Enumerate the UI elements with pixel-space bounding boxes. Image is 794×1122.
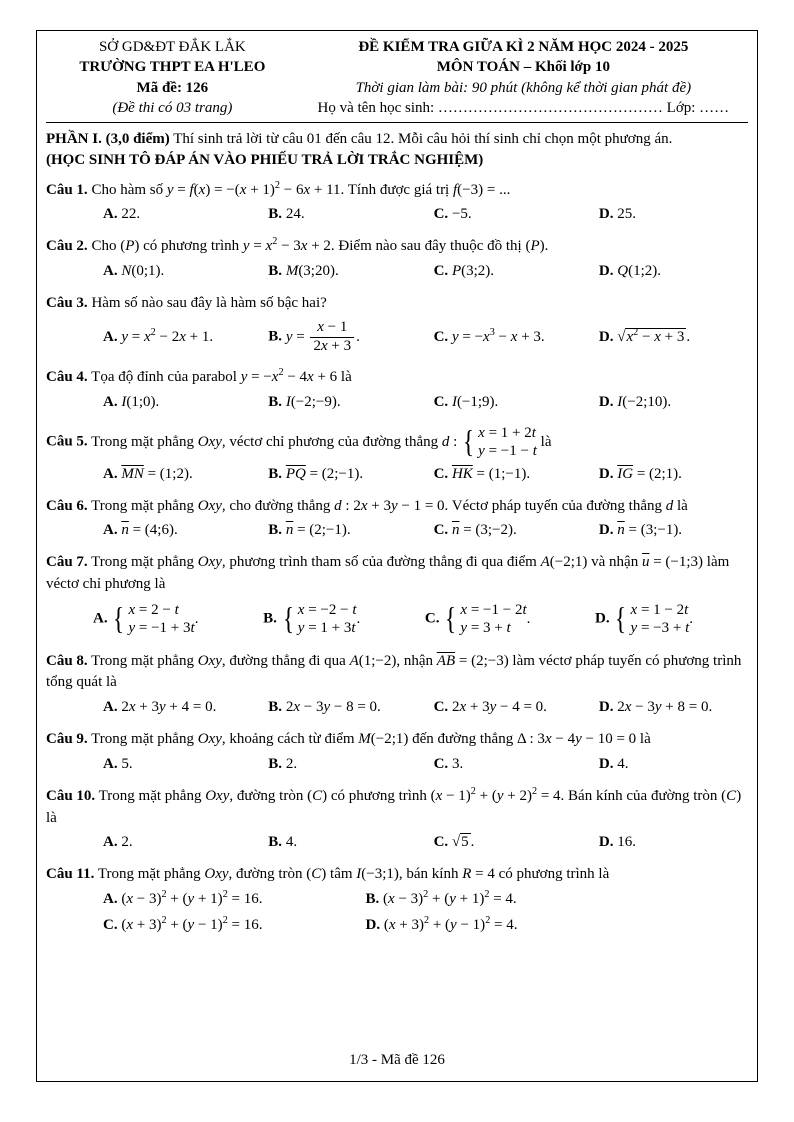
answer-option-A [103, 466, 268, 483]
question-text: Câu 9. Trong mặt phẳng Oxy, khoảng cách từ điểm M(−2;1) đến đường thẳng Δ : 3x − 4y − 10 = 0 là [46, 731, 651, 748]
answer-option-B [268, 394, 433, 411]
option-letter: D. [598, 206, 618, 223]
option-letter: A. [103, 522, 122, 539]
option-text: 5. [121, 755, 133, 772]
option-text: $\overline{n}$ = (2;−1). [285, 522, 351, 539]
answer-option-C [425, 601, 530, 638]
option-letter: B. [268, 755, 286, 772]
option-letter: D. [598, 834, 618, 851]
option-text: $\overline{HK}$ = (1;−1). [451, 465, 531, 482]
option-letter: C. [433, 834, 452, 851]
answer-option-B [263, 601, 360, 638]
question-text: Câu 2. Cho (P) có phương trình $y = x^2 - 3x + 2$. Điểm nào sau đây thuộc đồ thị (P). [46, 236, 549, 255]
answer-options [46, 834, 748, 851]
answer-option-C [434, 394, 599, 411]
question-6 [46, 496, 748, 540]
option-text: 24. [285, 206, 305, 223]
option-letter: C. [433, 522, 452, 539]
option-letter: C. [433, 394, 452, 411]
answer-option-A [103, 891, 366, 908]
answer-options [46, 206, 748, 223]
option-letter: B. [268, 834, 286, 851]
option-letter: D. [598, 328, 618, 345]
question-label: Câu 11. [46, 866, 95, 883]
answer-options [46, 522, 748, 539]
option-text: $\overline{PQ}$ = (2;−1). [285, 465, 364, 482]
answer-option-D [599, 466, 748, 483]
pages-note: (Đề thi có 03 trang) [112, 99, 233, 116]
question-text: Câu 7. Trong mặt phẳng Oxy, phương trình tham số của đường thẳng đi qua điểm A(−2;1) và nhận $\overline{u}$ = (−1;3) làm véctơ chỉ phương là [46, 554, 730, 593]
question-label: Câu 8. [46, 652, 88, 669]
option-letter: C. [433, 328, 452, 345]
option-text: 4. [285, 834, 298, 851]
question-2 [46, 236, 748, 280]
option-text: 2x − 3y − 8 = 0. [285, 699, 381, 716]
question-text: Câu 1. Cho hàm số $y = f(x) = -(x + 1)^2 - 6x + 11$. Tính được giá trị f(−3) = ... [46, 179, 511, 198]
answer-option-B [366, 891, 629, 908]
question-text: Câu 5. Trong mặt phẳng Oxy, véctơ chỉ phương của đường thẳng d : { x = 1 + 2t y = −1 − t là [46, 424, 552, 460]
option-letter: B. [365, 891, 384, 908]
answer-option-A [103, 834, 268, 851]
option-text: 2x + 3y + 4 = 0. [121, 699, 217, 716]
header-divider [46, 122, 748, 123]
answer-option-A [103, 756, 268, 773]
option-text: 2. [285, 755, 298, 772]
question-label: Câu 4. [46, 369, 88, 386]
option-letter: A. [103, 699, 122, 716]
answer-option-C [434, 756, 599, 773]
answer-option-D [599, 834, 748, 851]
question-text: Câu 10. Trong mặt phẳng Oxy, đường tròn (C) có phương trình $(x - 1)^2 + (y + 2)^2 = 4$. Bán kính của đường tròn (C) là [46, 785, 742, 826]
option-letter: C. [433, 206, 452, 223]
answer-options [46, 699, 748, 716]
question-label: Câu 2. [46, 238, 88, 255]
question-label: Câu 5. [46, 433, 88, 450]
option-text: 2x + 3y − 4 = 0. [451, 699, 547, 716]
option-text: N(0;1). [121, 263, 165, 280]
question-label: Câu 9. [46, 731, 88, 748]
part1-text: Thí sinh trả lời từ câu 01 đến câu 12. Mỗi câu hỏi thí sinh chỉ chọn một phương án. [169, 131, 673, 147]
option-letter: B. [268, 522, 286, 539]
question-11 [46, 864, 748, 934]
answer-option-C [434, 263, 599, 280]
question-text: Câu 11. Trong mặt phẳng Oxy, đường tròn (C) tâm I(−3;1), bán kính R = 4 có phương trình là [46, 866, 610, 883]
option-letter: C. [433, 465, 452, 482]
option-letter: B. [268, 263, 286, 280]
question-7 [46, 552, 748, 637]
option-letter: D. [598, 263, 618, 280]
option-text: √5 . [451, 834, 475, 851]
question-text: Câu 4. Tọa độ đỉnh của parabol $y = -x^2 - 4x + 6$ là [46, 367, 352, 386]
option-text: { x = 1 − 2t y = −3 + t . [615, 600, 693, 637]
part1-intro [46, 129, 748, 172]
answer-option-A [103, 206, 268, 223]
option-text: $√x^2 - x + 3$ . [617, 326, 691, 345]
school-name: TRƯỜNG THPT EA H'LEO [79, 59, 266, 76]
option-letter: A. [103, 328, 122, 345]
question-text: Câu 6. Trong mặt phẳng Oxy, cho đường thẳng d : 2x + 3y − 1 = 0. Véctơ pháp tuyến của đường thẳng d là [46, 497, 688, 514]
answer-option-B [268, 834, 433, 851]
option-text: $\overline{n}$ = (3;−1). [617, 522, 683, 539]
option-text: $\overline{MN}$ = (1;2). [121, 465, 193, 482]
exam-duration: Thời gian làm bài: 90 phút (không kể thời gian phát đề) [355, 79, 692, 96]
question-text: Câu 8. Trong mặt phẳng Oxy, đường thẳng đi qua A(1;−2), nhận $\overline{AB}$ = (2;−3) làm véctơ pháp tuyến có phương trình tổng quát là [46, 652, 742, 691]
option-text: $\overline{IG}$ = (2;1). [617, 465, 682, 482]
option-letter: D. [365, 917, 384, 934]
option-letter: D. [595, 610, 614, 627]
question-label: Câu 10. [46, 787, 96, 804]
option-letter: A. [93, 610, 112, 627]
answer-option-C [434, 699, 599, 716]
answer-option-D [599, 394, 748, 411]
option-text: 2. [121, 834, 133, 851]
option-letter: A. [103, 206, 122, 223]
exam-subject: MÔN TOÁN – Khối lớp 10 [436, 59, 610, 76]
question-label: Câu 3. [46, 295, 88, 312]
option-text: 3. [451, 755, 464, 772]
option-letter: D. [598, 699, 618, 716]
answer-options [46, 394, 748, 411]
exam-code: Mã đề: 126 [136, 79, 209, 96]
option-text: y = $\frac{x - 1}{2x + 3}$ . [285, 318, 360, 354]
answer-option-D [595, 601, 693, 638]
option-text: { x = −2 − t y = 1 + 3t . [282, 600, 361, 637]
school-info-block [46, 37, 299, 118]
option-text: I(−2;−9). [285, 394, 341, 411]
answer-option-B [268, 263, 433, 280]
option-text: { x = −1 − 2t y = 3 + t . [445, 600, 531, 637]
student-name-line: Họ và tên học sinh: ……………………………………… Lớp: …… [317, 99, 730, 116]
exam-header [46, 37, 748, 118]
option-letter: B. [268, 699, 286, 716]
answer-option-A [103, 263, 268, 280]
exam-info-block [299, 37, 748, 118]
option-text: $(x + 3)^2 + (y - 1)^2 = 4$. [383, 915, 518, 934]
option-letter: B. [268, 465, 286, 482]
question-8 [46, 651, 748, 717]
option-letter: A. [103, 891, 122, 908]
answer-options [46, 263, 748, 280]
option-text: $(x - 3)^2 + (y + 1)^2 = 16$. [121, 889, 263, 908]
answer-option-B [268, 522, 433, 539]
question-label: Câu 6. [46, 497, 88, 514]
answer-option-B [268, 466, 433, 483]
answer-option-A [93, 601, 198, 638]
answer-option-D [599, 522, 748, 539]
option-text: I(1;0). [121, 394, 160, 411]
answer-option-B [268, 699, 433, 716]
option-letter: A. [103, 263, 122, 280]
page-border-frame [36, 30, 758, 1082]
option-text: 16. [617, 834, 636, 851]
answer-options [46, 466, 748, 483]
option-text: $\overline{n}$ = (3;−2). [451, 522, 517, 539]
answer-option-B [268, 206, 433, 223]
option-text: $\overline{n}$ = (4;6). [121, 522, 178, 539]
option-letter: D. [598, 522, 618, 539]
option-text: −5. [451, 206, 472, 223]
option-letter: B. [268, 328, 286, 345]
option-text: $y = -x^3 - x + 3$. [451, 326, 545, 345]
option-letter: C. [103, 917, 122, 934]
option-letter: B. [268, 394, 286, 411]
option-letter: B. [263, 610, 281, 627]
question-5 [46, 424, 748, 483]
option-letter: D. [598, 465, 618, 482]
answer-options [46, 756, 748, 773]
option-text: 22. [121, 206, 141, 223]
option-text: I(−1;9). [451, 394, 499, 411]
part1-heading: PHẦN I. (3,0 điểm) [46, 131, 170, 147]
answer-option-C [103, 917, 366, 934]
option-letter: A. [103, 394, 122, 411]
option-text: { x = 2 − t y = −1 + 3t . [113, 600, 199, 637]
page-footer [46, 1050, 748, 1073]
questions-list [46, 180, 748, 947]
option-letter: A. [103, 755, 122, 772]
answer-option-A [103, 326, 268, 346]
question-text: Câu 3. Hàm số nào sau đây là hàm số bậc hai? [46, 295, 327, 312]
answer-option-D [366, 917, 629, 934]
answer-option-D [599, 756, 748, 773]
question-3 [46, 293, 748, 354]
option-text: 4. [617, 755, 629, 772]
option-letter: D. [598, 394, 618, 411]
option-text: P(3;2). [451, 263, 495, 280]
answer-option-C [433, 326, 599, 346]
answer-option-A [103, 699, 268, 716]
option-text: I(−2;10). [617, 394, 672, 411]
question-10 [46, 786, 748, 852]
answer-options [46, 891, 748, 934]
option-letter: B. [268, 206, 286, 223]
option-text: 2x − 3y + 8 = 0. [617, 699, 713, 716]
answer-option-B [268, 320, 433, 355]
question-4 [46, 367, 748, 411]
answer-option-C [434, 466, 599, 483]
question-9 [46, 729, 748, 773]
answer-option-C [434, 834, 599, 851]
answer-option-D [598, 326, 748, 346]
answer-option-A [103, 394, 268, 411]
answer-option-C [434, 206, 599, 223]
page-number: 1/3 - Mã đề 126 [349, 1052, 445, 1068]
option-letter: C. [433, 699, 452, 716]
answer-option-C [434, 522, 599, 539]
answer-option-D [599, 263, 748, 280]
option-letter: C. [424, 610, 444, 627]
option-text: $y = x^2 - 2x + 1$. [121, 326, 214, 345]
option-text: M(3;20). [285, 263, 339, 280]
answer-option-A [103, 522, 268, 539]
part1-note: (HỌC SINH TÔ ĐÁP ÁN VÀO PHIẾU TRẢ LỜI TRẮC NGHIỆM) [46, 152, 484, 169]
question-label: Câu 7. [46, 554, 88, 571]
exam-title: ĐỀ KIỂM TRA GIỮA KÌ 2 NĂM HỌC 2024 - 2025 [358, 39, 689, 55]
option-letter: C. [433, 755, 452, 772]
option-text: $(x - 3)^2 + (y + 1)^2 = 4$. [383, 889, 517, 908]
answer-option-D [599, 206, 748, 223]
department-name: SỞ GD&ĐT ĐẮK LẮK [98, 39, 246, 55]
answer-options [46, 320, 748, 355]
question-1 [46, 180, 748, 224]
option-text: $(x + 3)^2 + (y - 1)^2 = 16$. [121, 915, 263, 934]
option-letter: D. [598, 755, 618, 772]
question-label: Câu 1. [46, 181, 88, 198]
answer-option-B [268, 756, 433, 773]
option-letter: C. [433, 263, 452, 280]
option-text: Q(1;2). [617, 263, 661, 280]
option-text: 25. [617, 206, 636, 223]
answer-options [46, 601, 748, 638]
answer-option-D [599, 699, 748, 716]
option-letter: A. [103, 465, 122, 482]
option-letter: A. [103, 834, 122, 851]
